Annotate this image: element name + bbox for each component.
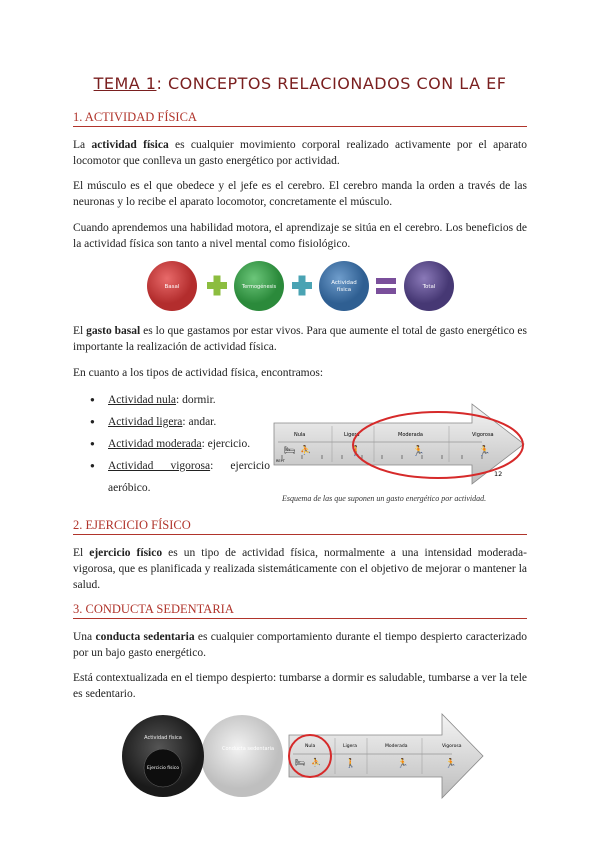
list-item: ● Actividad vigorosa: ejercicio aeróbico.	[90, 455, 270, 499]
venn-right-label: Conducta sedentaria	[221, 746, 275, 752]
activity-sedentary-diagram	[120, 714, 290, 804]
scale-label-nula: Nula	[294, 432, 306, 438]
circle-conducta-sedentaria	[201, 715, 283, 797]
paragraph-contexto: Está contextualizada en el tiempo despierto: tumbarse a dormir es saludable, tumbarse a ver la tele es sedentario.	[73, 672, 527, 700]
circle-total-label: Total	[422, 284, 436, 290]
circle-actividad-label-1: Actividad	[331, 280, 357, 286]
arrow-shape	[289, 714, 483, 798]
plus-icon	[292, 276, 312, 296]
paragraph-aprendizaje: Cuando aprendemos una habilidad motora, el aprendizaje se sitúa en el cerebro. Los beneficios de la actividad física son tanto a nivel mental como fisiológico.	[73, 222, 527, 250]
sedentary-intensity-arrow	[287, 712, 485, 802]
sit-icon: ⛹	[300, 446, 312, 456]
sprint-icon: 🏃	[478, 446, 491, 457]
scale-label-moderada: Moderada	[385, 744, 408, 749]
run-icon: 🏃	[412, 446, 425, 457]
scale-label-moderada: Moderada	[398, 432, 423, 438]
energy-equation-diagram	[140, 257, 470, 315]
sleep-icon: 🛏	[284, 446, 296, 456]
activity-intensity-arrow	[272, 402, 528, 492]
figure-caption: Esquema de las que suponen un gasto energético por actividad.	[282, 494, 487, 503]
circle-termogenesis-label: Termogénesis	[241, 284, 277, 290]
section-heading-actividad-fisica: 1. ACTIVIDAD FÍSICA	[73, 110, 527, 127]
circle-basal-label: Basal	[164, 284, 180, 290]
circle-actividad-fisica	[319, 261, 369, 311]
sprint-icon: 🏃	[445, 759, 457, 769]
paragraph-sedentaria: Una conducta sedentaria es cualquier comportamiento durante el tiempo despierto caracterizado por un bajo gasto energético.	[73, 631, 527, 659]
rest-label: REPT	[276, 459, 285, 463]
paragraph-tipos: En cuanto a los tipos de actividad física, encontramos:	[73, 367, 324, 379]
scale-label-vigorosa: Vigorosa	[472, 432, 494, 438]
circle-actividad-label-2: física	[336, 287, 352, 293]
walk-icon: 🚶	[345, 759, 357, 769]
list-item: ● Actividad ligera: andar.	[90, 411, 270, 433]
paragraph-ejercicio: El ejercicio físico es un tipo de actividad física, normalmente a una intensidad moderada-vigorosa, que es planificada y realizada sistemáticamente con el objetivo de mejorar o mantener la salud.	[73, 547, 527, 591]
activity-types-list	[90, 389, 270, 499]
scale-label-vigorosa: Vigorosa	[442, 744, 462, 749]
paragraph-gasto-basal: El gasto basal es lo que gastamos por estar vivos. Para que aumente el total de gasto energético es importante la realización de actividad física.	[73, 325, 527, 353]
run-icon: 🏃	[397, 759, 409, 769]
scale-label-ligera: Ligera	[343, 744, 357, 749]
venn-inner-label: Ejercicio físico	[147, 766, 179, 771]
walk-icon: 🚶	[350, 446, 363, 457]
page-title: TEMA 1: CONCEPTOS RELACIONADOS CON LA EF	[93, 74, 507, 93]
section-heading-conducta-sedentaria: 3. CONDUCTA SEDENTARIA	[73, 602, 527, 619]
sit-icon: ⛹	[311, 758, 321, 767]
paragraph-definition-actividad: La actividad física es cualquier movimiento corporal realizado activamente por el aparato locomotor que conlleva un gasto energético por actividad.	[73, 139, 527, 167]
sleep-icon: 🛏	[295, 758, 306, 767]
equals-icon	[376, 278, 396, 294]
venn-outer-label: Actividad física	[144, 735, 182, 741]
list-item: ● Actividad nula: dormir.	[90, 389, 270, 411]
paragraph-musculo-cerebro: El músculo es el que obedece y el jefe es el cerebro. El cerebro manda la orden a través de las neuronas y lo recibe el aparato locomotor, concretamente el músculo.	[73, 180, 527, 208]
scale-number: 12	[494, 470, 503, 478]
list-item: ● Actividad moderada: ejercicio.	[90, 433, 270, 455]
scale-label-nula: Nula	[305, 744, 316, 749]
section-heading-ejercicio-fisico: 2. EJERCICIO FÍSICO	[73, 518, 527, 535]
plus-icon	[207, 276, 227, 296]
scale-label-ligera: Ligera	[344, 432, 360, 438]
